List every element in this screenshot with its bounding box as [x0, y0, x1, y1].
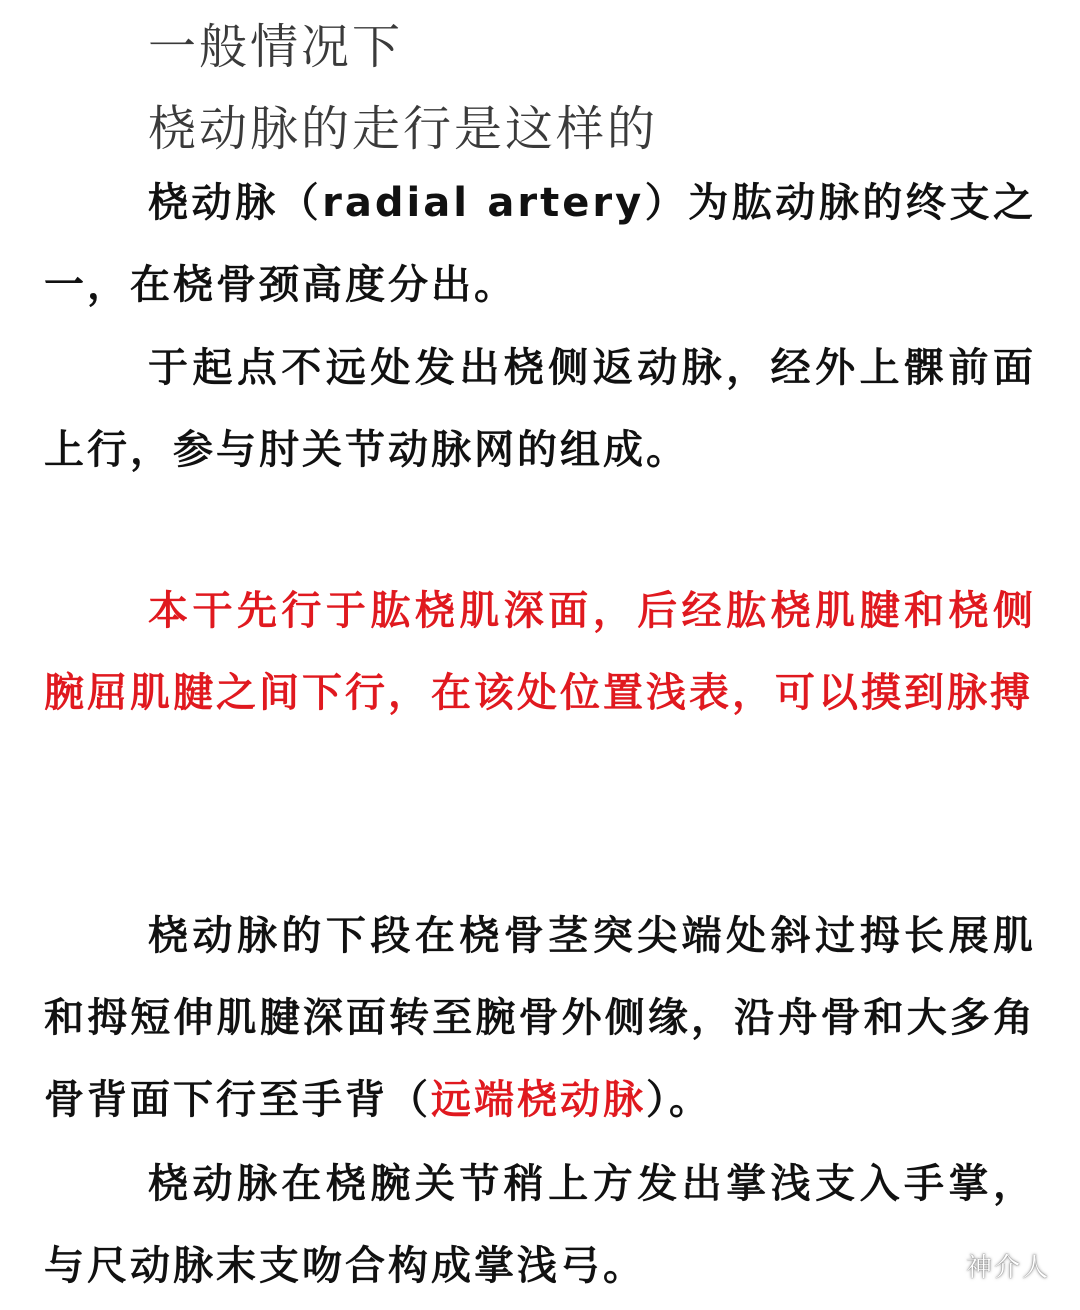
paragraph-lower-segment	[44, 895, 1036, 1141]
paragraph-lower-segment-end: ）。	[646, 1077, 712, 1123]
paragraph-lower-segment-text: 桡动脉的下段在桡骨茎突尖端处斜过拇长展肌和拇短伸肌腱深面转至腕骨外侧缘，沿舟骨和大多角骨背面下行至手背（	[44, 913, 1036, 1123]
heading-line-1: 一般情况下	[148, 19, 404, 75]
paragraph-pulse-highlight: 本干先行于肱桡肌深面，后经肱桡肌腱和桡侧腕屈肌腱之间下行，在该处位置浅表，可以摸到脉搏	[44, 588, 1036, 716]
wechat-icon	[924, 1251, 958, 1281]
distal-radial-artery-highlight: 远端桡动脉	[431, 1077, 646, 1123]
paragraph-origin: 桡动脉（radial artery）为肱动脉的终支之一，在桡骨颈高度分出。	[44, 180, 1036, 308]
heading-line-2: 桡动脉的走行是这样的	[148, 101, 659, 157]
paragraph-palmar-branch: 桡动脉在桡腕关节稍上方发出掌浅支入手掌，与尺动脉末支吻合构成掌浅弓。	[44, 1161, 1036, 1289]
watermark	[924, 1247, 1050, 1284]
paragraph-recurrent-branch: 于起点不远处发出桡侧返动脉，经外上髁前面上行，参与肘关节动脉网的组成。	[44, 345, 1036, 473]
watermark-label: 神介人	[965, 1253, 1050, 1283]
